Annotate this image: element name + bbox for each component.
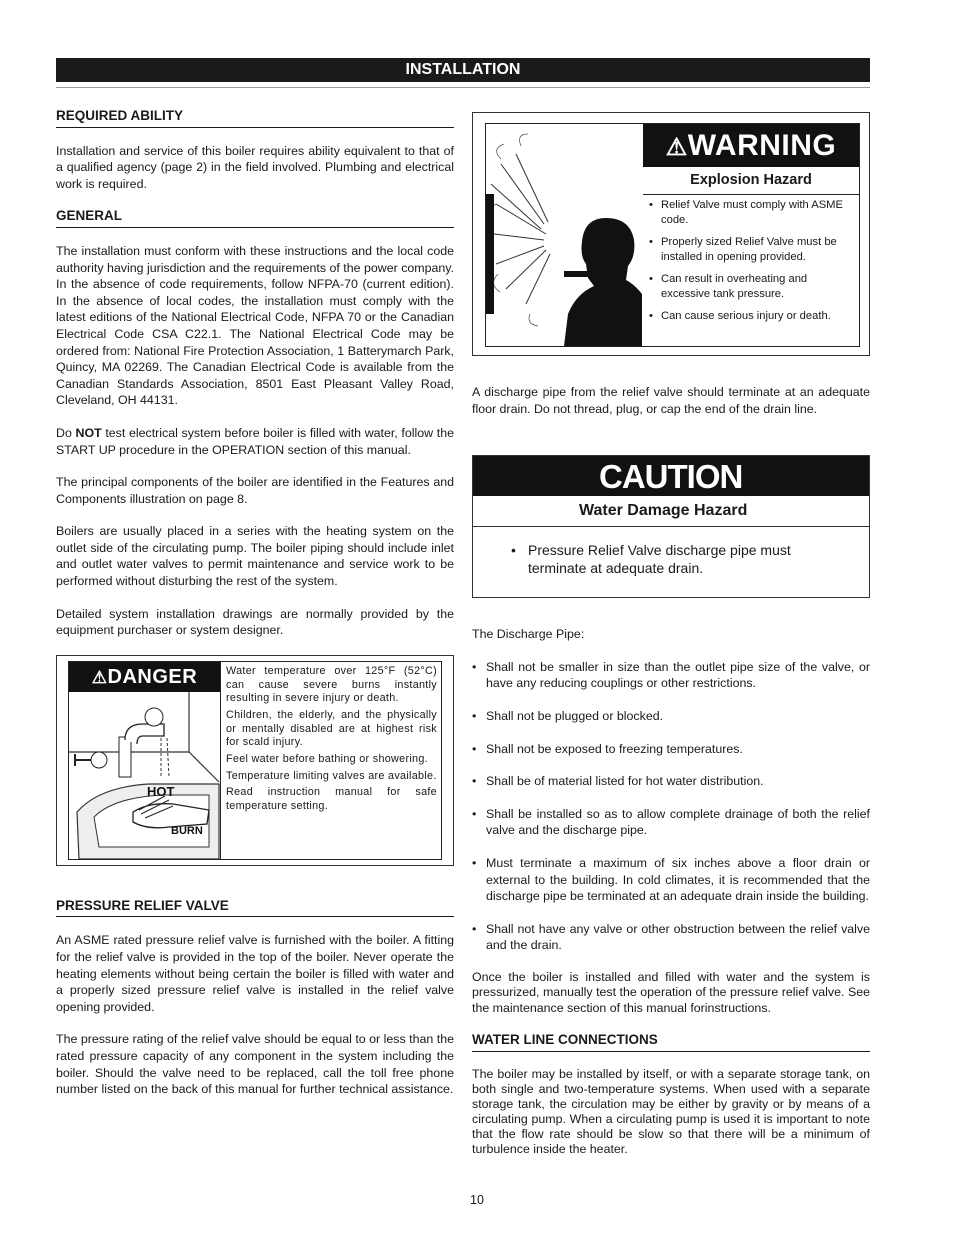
alert-triangle-icon: ⚠ [91, 667, 108, 687]
caution-label [472, 455, 870, 598]
pressure-relief-valve-heading: PRESSURE RELIEF VALVE [56, 898, 454, 918]
general-paragraph-3: The principal components of the boiler are identified in the Features and Components illustration on page 8. [56, 475, 454, 506]
discharge-pipe-list [472, 659, 870, 954]
general-paragraph-4: Boilers are usually placed in a series with the heating system on the outlet side of the circulating pump. The boiler piping should include inlet and outlet water valves to permit maintenance and service work to be performed without disturbing the rest of the system. [56, 524, 454, 589]
caution-subtitle: Water Damage Hazard [473, 496, 869, 527]
water-line-connections-heading: WATER LINE CONNECTIONS [472, 1032, 870, 1052]
caution-title: CAUTION [473, 456, 869, 496]
page-number: 10 [470, 1193, 484, 1207]
left-column [56, 108, 454, 1114]
required-ability-heading: REQUIRED ABILITY [56, 108, 454, 128]
warning-label [472, 112, 870, 356]
warning-list [643, 198, 855, 331]
warning-item: • Can cause serious injury or death. [643, 309, 855, 324]
discharge-paragraph: A discharge pipe from the relief valve should terminate at an adequate floor drain. Do not thread, plug, or cap the end of the drain line. [472, 385, 870, 416]
required-ability-text: Installation and service of this boiler requires ability equivalent to that of a qualified agency (page 2) in the field involved. Plumbing and electrical work is required. [56, 143, 454, 191]
list-item: • Shall not have any valve or other obstruction between the relief valve and the drain. [472, 921, 870, 954]
general-paragraph-5: Detailed system installation drawings are normally provided by the equipment purchaser or system designer. [56, 606, 454, 638]
general-paragraph-2: Do NOT test electrical system before boiler is filled with water, follow the START UP procedure in the OPERATION section of this manual. [56, 425, 454, 457]
discharge-pipe-intro: The Discharge Pipe: [472, 627, 585, 642]
scald-illustration [69, 662, 221, 859]
right-column [472, 112, 870, 1173]
header-divider [56, 87, 870, 88]
warning-item: • Relief Valve must comply with ASME code. [643, 198, 855, 228]
prv-paragraph-2: The pressure rating of the relief valve should be equal to or less than the rated pressure capacity of any component in the system including the boiler. Should the valve need to be replaced, call the toll free phone number listed on the back of this manual for further technical assistance. [56, 1032, 454, 1097]
alert-triangle-icon: ⚠ [665, 134, 688, 161]
list-item: • Must terminate a maximum of six inches above a floor drain or external to the building. In cold climates, it is recommended that the discharge pipe be terminated at an adequate drain inside the building. [472, 855, 870, 905]
test-valve-paragraph: Once the boiler is installed and filled with water and the system is pressurized, manually test the operation of the pressure relief valve. See the maintenance section of this manual forinstructions. [472, 969, 870, 1015]
list-item: • Shall be installed so as to allow complete drainage of both the relief valve and the discharge pipe. [472, 806, 870, 839]
warning-item: • Properly sized Relief Valve must be installed in opening provided. [643, 235, 855, 265]
section-header: INSTALLATION [56, 58, 870, 82]
list-item: • Shall not be smaller in size than the outlet pipe size of the valve, or have any reducing couplings or other restrictions. [472, 659, 870, 692]
danger-title: ⚠DANGER [69, 662, 220, 692]
list-item: • Shall not be exposed to freezing temperatures. [472, 741, 870, 758]
danger-text: Water temperature over 125°F (52°C) can cause severe burns instantly resulting in severe injury or death. Children, the elderly, and the physically or mentally disabled are at highest risk for scald injury. Feel water before bathing or showering. Temperature limiting valves are available. Read instruction manual for safe temperature setting. [226, 664, 437, 813]
general-paragraph-1: The installation must conform with these instructions and the local code authority having jurisdiction and the requirements of the power company. In the absence of code requirements, follow NFPA-70 (current edition). In the absence of local codes, the installation must comply with the latest editions of the National Electrical Code, NFPA 70 or the Canadian Electrical Code CSA C22.1. The National Electrical Code may be ordered from: National Fire Protection Association, 1 Batterymarch Park, Quincy, MA 02269. The Canadian Electrical Code is available from the Canadian Standards Association, 8501 East Pleasant Valley Road, Cleveland, OH 44131. [56, 243, 454, 408]
list-item: • Shall not be plugged or blocked. [472, 708, 870, 725]
warning-subtitle: Explosion Hazard [643, 167, 859, 195]
water-line-paragraph: The boiler may be installed by itself, or with a separate storage tank, on both single and two-temperature systems. When used with a separate storage tank, the circulation may be either by gravity or by means of a circulating pump. When a circulating pump is used it is important to note that the flow rate should be slow so that there will be a minimum of turbulence inside the heater. [472, 1067, 870, 1156]
warning-item: • Can result in overheating and excessive tank pressure. [643, 272, 855, 302]
general-heading: GENERAL [56, 208, 454, 228]
burn-label: BURN [171, 824, 203, 837]
warning-title: ⚠WARNING [643, 124, 859, 167]
danger-label [56, 655, 454, 866]
caution-item: • Pressure Relief Valve discharge pipe must terminate at adequate drain. [473, 527, 869, 577]
hot-label: HOT [147, 783, 175, 799]
prv-paragraph-1: An ASME rated pressure relief valve is furnished with the boiler. A fitting for the relief valve is provided in the top of the boiler. Never operate the heating elements without being certain the boiler is filled with water and a properly sized pressure relief valve is installed in the relief valve opening provided. [56, 933, 454, 1014]
list-item: • Shall be of material listed for hot water distribution. [472, 773, 870, 790]
explosion-figure [486, 124, 642, 346]
